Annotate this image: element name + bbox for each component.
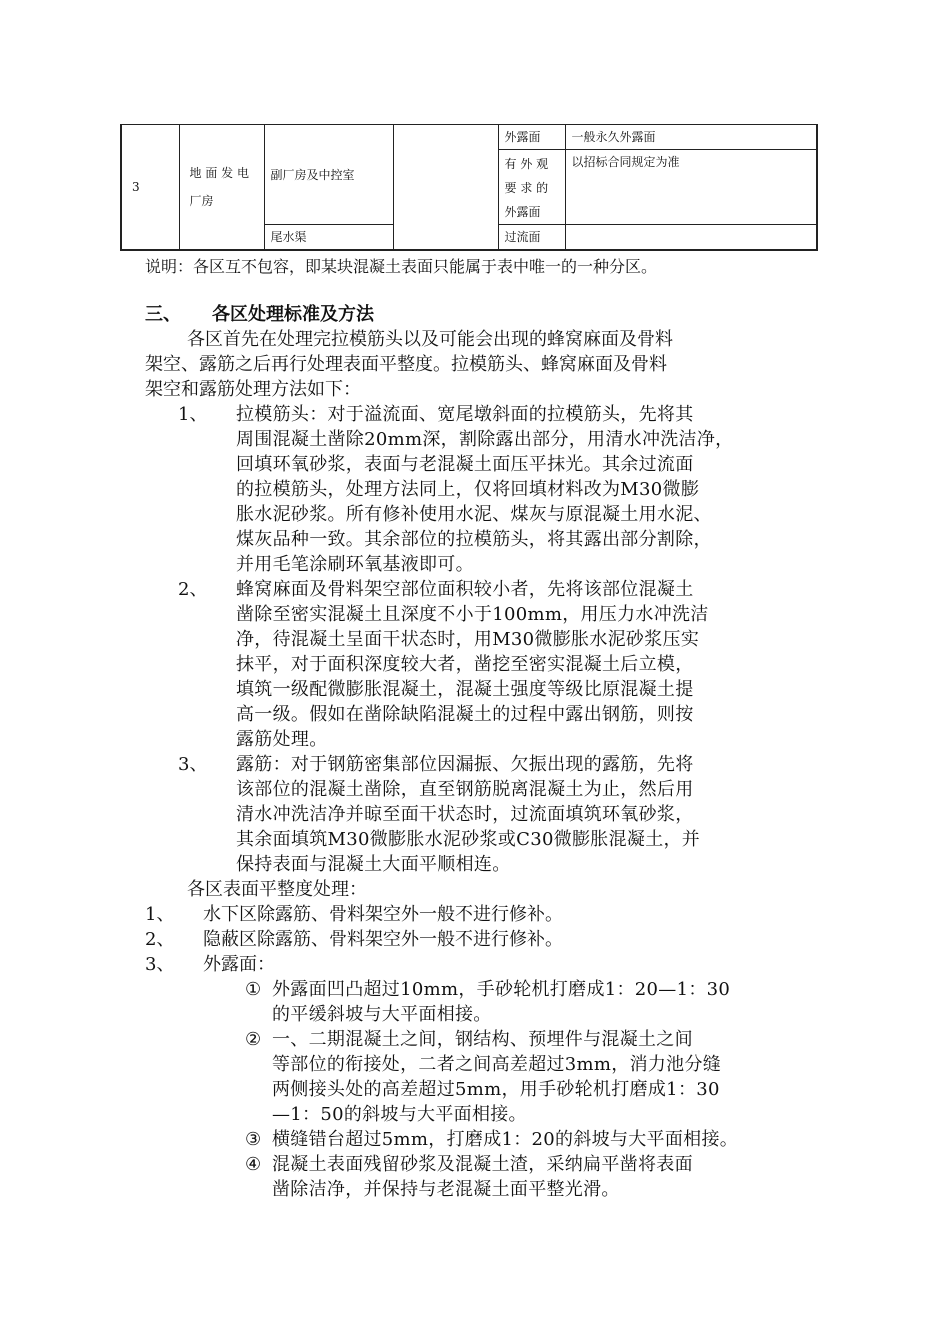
- surface-line: 外露面: [504, 205, 541, 219]
- sub-item-line: 混凝土表面残留砂浆及混凝土渣，采纳扁平凿将表面: [272, 1154, 693, 1175]
- table-note: 说明：各区互不包容，即某块混凝土表面只能属于表中唯一的一种分区。: [145, 257, 658, 276]
- sub-item-line: 一、二期混凝土之间，钢结构、预埋件与混凝土之间: [272, 1029, 693, 1050]
- list-item-line: 露筋：对于钢筋密集部位因漏振、欠振出现的露筋，先将: [236, 754, 694, 775]
- table-row: [121, 125, 817, 150]
- list-number: 3、: [178, 754, 208, 775]
- table-cell-no: 3: [121, 125, 179, 251]
- table-cell-part: 尾水渠: [264, 225, 393, 251]
- section-number: 三、: [145, 304, 181, 325]
- sub-item-line: 两侧接头处的高差超过5mm，用手砂轮机打磨成1：30: [272, 1079, 720, 1100]
- surface-line: 要 求 的: [504, 181, 549, 195]
- sub-item-mark: ②: [245, 1029, 262, 1050]
- list-item-line: 露筋处理。: [236, 729, 328, 750]
- list-number: 3、: [145, 954, 175, 975]
- area-line: 地 面 发 电: [189, 166, 249, 180]
- table-cell-surface: [498, 150, 565, 225]
- list-item-line: 高一级。假如在凿除缺陷混凝土的过程中露出钢筋，则按: [236, 704, 694, 725]
- table-cell-standard: 一般永久外露面: [565, 125, 817, 150]
- table-cell-surface: 过流面: [498, 225, 565, 251]
- flatness-item: 水下区除露筋、骨料架空外一般不进行修补。: [203, 904, 563, 925]
- intro-line: 各区首先在处理完拉模筋头以及可能会出现的蜂窝麻面及骨料: [187, 329, 673, 350]
- list-item-line: 并用毛笔涂刷环氧基液即可。: [236, 554, 474, 575]
- list-item-line: 保持表面与混凝土大面平顺相连。: [236, 854, 511, 875]
- surface-line: 有 外 观: [504, 157, 549, 171]
- flatness-title: 各区表面平整度处理：: [187, 879, 367, 900]
- sub-item-line: 凿除洁净，并保持与老混凝土面平整光滑。: [272, 1179, 620, 1200]
- sub-item-mark: ④: [245, 1154, 262, 1175]
- intro-line: 架空、露筋之后再行处理表面平整度。拉模筋头、蜂窝麻面及骨料: [145, 354, 667, 375]
- list-number: 1、: [145, 904, 175, 925]
- list-item-line: 拉模筋头：对于溢流面、宽尾墩斜面的拉模筋头，先将其: [236, 404, 694, 425]
- sub-item-line: 外露面凹凸超过10mm，手砂轮机打磨成1：20—1：30: [272, 979, 731, 1000]
- sub-item-line: 横缝错台超过5mm，打磨成1：20的斜坡与大平面相接。: [272, 1129, 739, 1150]
- table-cell-standard: 以招标合同规定为准: [565, 150, 817, 225]
- flatness-item: 隐蔽区除露筋、骨料架空外一般不进行修补。: [203, 929, 563, 950]
- list-number: 2、: [178, 579, 208, 600]
- list-number: 2、: [145, 929, 175, 950]
- list-item-line: 其余面填筑M30微膨胀水泥砂浆或C30微膨胀混凝土，并: [236, 829, 701, 850]
- intro-line: 架空和露筋处理方法如下：: [145, 379, 361, 400]
- table-cell-area: [179, 125, 264, 251]
- list-item-line: 回填环氧砂浆，表面与老混凝土面压平抹光。其余过流面: [236, 454, 694, 475]
- area-line: 厂房: [189, 194, 214, 208]
- sub-item-line: 等部位的衔接处，二者之间高差超过3mm，消力池分缝: [272, 1054, 722, 1075]
- flatness-item: 外露面：: [203, 954, 275, 975]
- sub-item-mark: ③: [245, 1129, 262, 1150]
- sub-item-line: 的平缓斜坡与大平面相接。: [272, 1004, 492, 1025]
- list-item-line: 周围混凝土凿除20mm深，割除露出部分，用清水冲洗洁净，: [236, 429, 734, 450]
- sub-item-line: —1：50的斜坡与大平面相接。: [272, 1104, 527, 1125]
- table-cell-standard: [565, 225, 817, 251]
- sub-item-mark: ①: [245, 979, 262, 1000]
- list-item-line: 抹平，对于面积深度较大者，凿挖至密实混凝土后立模，: [236, 654, 694, 675]
- table-cell-part: 副厂房及中控室: [264, 125, 393, 225]
- list-item-line: 填筑一级配微膨胀混凝土，混凝土强度等级比原混凝土提: [236, 679, 694, 700]
- list-item-line: 蜂窝麻面及骨料架空部位面积较小者，先将该部位混凝土: [236, 579, 694, 600]
- list-number: 1、: [178, 404, 208, 425]
- list-item-line: 净，待混凝土呈面干状态时，用M30微膨胀水泥砂浆压实: [236, 629, 700, 650]
- list-item-line: 胀水泥砂浆。所有修补使用水泥、煤灰与原混凝土用水泥、: [236, 504, 712, 525]
- list-item-line: 煤灰品种一致。其余部位的拉模筋头，将其露出部分割除，: [236, 529, 712, 550]
- list-item-line: 该部位的混凝土凿除，直至钢筋脱离混凝土为止，然后用: [236, 779, 694, 800]
- table-cell-blank: [393, 125, 498, 251]
- list-item-line: 的拉模筋头，处理方法同上，仅将回填材料改为M30微膨: [236, 479, 700, 500]
- list-item-line: 清水冲洗洁净并晾至面干状态时，过流面填筑环氧砂浆，: [236, 804, 694, 825]
- list-item-line: 凿除至密实混凝土且深度不小于100mm，用压力水冲洗洁: [236, 604, 709, 625]
- section-title: 各区处理标准及方法: [212, 304, 374, 325]
- table-cell-surface: 外露面: [498, 125, 565, 150]
- zone-table: [120, 124, 818, 251]
